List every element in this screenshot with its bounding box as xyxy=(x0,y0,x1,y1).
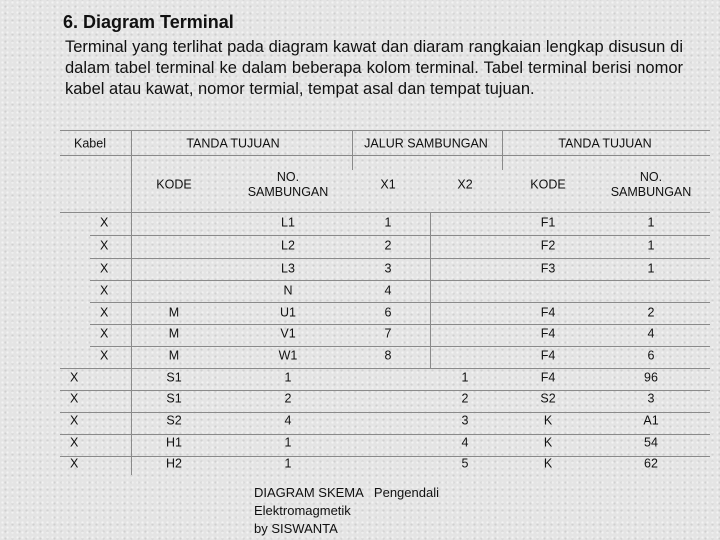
cell-kode-r: K xyxy=(543,435,553,450)
grid-hline xyxy=(60,390,710,391)
cell-x2: 3 xyxy=(461,413,469,428)
cell-kode-l: S2 xyxy=(166,413,182,428)
cell-x1: 6 xyxy=(384,305,392,320)
cell-kabel: X xyxy=(100,326,109,341)
cell-kabel: X xyxy=(70,435,79,450)
cell-no-l: L3 xyxy=(281,261,295,276)
grid-hline xyxy=(90,346,710,347)
cell-kode-r: F2 xyxy=(540,238,556,253)
cell-no-l: U1 xyxy=(280,305,296,320)
terminal-table xyxy=(60,130,710,475)
cell-no-l: 1 xyxy=(284,456,292,471)
cell-kabel: X xyxy=(100,261,109,276)
cell-no-r: 1 xyxy=(647,261,655,276)
cell-no-l: 4 xyxy=(284,413,292,428)
cell-kode-r: K xyxy=(543,456,553,471)
cell-x1: 7 xyxy=(384,326,392,341)
grid-hline xyxy=(60,456,710,457)
cell-no-r: 6 xyxy=(647,348,655,363)
cell-no-l: W1 xyxy=(278,348,298,363)
slide-paragraph: Terminal yang terlihat pada diagram kawat dan diaram rangkaian lengkap disusun di dalam tabel terminal ke dalam beberapa kolom terminal. Tabel terminal berisi nomor kabel atau kawat, nomor termial, tempat asal dan tempat tujuan. xyxy=(65,38,683,98)
cell-no-l: N xyxy=(283,283,293,298)
cell-no-l: V1 xyxy=(280,326,296,341)
cell-kabel: X xyxy=(70,456,79,471)
header-kode-right: KODE xyxy=(530,177,566,192)
header-kode-left: KODE xyxy=(156,177,192,192)
cell-x1: 3 xyxy=(384,261,392,276)
cell-kode-r: F4 xyxy=(540,348,556,363)
grid-hline xyxy=(90,258,710,259)
cell-no-r: 1 xyxy=(647,238,655,253)
cell-kode-l: S1 xyxy=(166,391,182,406)
grid-hline xyxy=(90,302,710,303)
slide-caption: DIAGRAM SKEMA Pengendali Elektromagmetik by SISWANTA xyxy=(254,485,439,536)
cell-kode-l: M xyxy=(168,348,180,363)
header-kabel: Kabel xyxy=(74,136,106,151)
cell-no-r: 1 xyxy=(647,215,655,230)
cell-kode-l: M xyxy=(168,305,180,320)
cell-x1: 1 xyxy=(384,215,392,230)
cell-kabel: X xyxy=(100,348,109,363)
header-x2: X2 xyxy=(457,177,473,192)
cell-kode-r: S2 xyxy=(540,391,556,406)
grid-vline xyxy=(502,130,503,170)
grid-vline xyxy=(352,130,353,170)
cell-kabel: X xyxy=(70,391,79,406)
cell-no-l: L1 xyxy=(281,215,295,230)
cell-no-r: 62 xyxy=(644,456,658,471)
cell-no-r: 54 xyxy=(644,435,658,450)
cell-x2: 2 xyxy=(461,391,469,406)
header-x1: X1 xyxy=(380,177,396,192)
cell-kode-r: F3 xyxy=(540,261,556,276)
header-no-sambungan-left: NO. SAMBUNGAN xyxy=(247,170,329,199)
cell-kode-r: F1 xyxy=(540,215,556,230)
cell-kode-r: F4 xyxy=(540,305,556,320)
cell-kabel: X xyxy=(70,413,79,428)
cell-x2: 5 xyxy=(461,456,469,471)
grid-hline xyxy=(90,280,710,281)
cell-no-r: 96 xyxy=(644,370,658,385)
cell-no-l: 1 xyxy=(284,370,292,385)
grid-hline xyxy=(90,235,710,236)
cell-no-r: 3 xyxy=(647,391,655,406)
cell-x1: 2 xyxy=(384,238,392,253)
cell-kode-l: H1 xyxy=(166,435,182,450)
cell-kode-l: S1 xyxy=(166,370,182,385)
cell-x2: 4 xyxy=(461,435,469,450)
cell-no-r: 4 xyxy=(647,326,655,341)
cell-kode-r: K xyxy=(543,413,553,428)
slide-title: 6. Diagram Terminal xyxy=(63,12,234,32)
header-jalur-sambungan: JALUR SAMBUNGAN xyxy=(364,136,488,151)
cell-no-r: A1 xyxy=(643,413,659,428)
cell-kode-l: M xyxy=(168,326,180,341)
header-no-sambungan-right: NO. SAMBUNGAN xyxy=(610,170,692,199)
header-tanda-tujuan-left: TANDA TUJUAN xyxy=(186,136,280,151)
cell-x2: 1 xyxy=(461,370,469,385)
cell-kode-r: F4 xyxy=(540,326,556,341)
grid-hline xyxy=(60,412,710,413)
grid-hline xyxy=(60,434,710,435)
cell-kabel: X xyxy=(100,305,109,320)
cell-no-l: L2 xyxy=(281,238,295,253)
grid-hline xyxy=(60,212,710,213)
cell-kabel: X xyxy=(100,215,109,230)
grid-hline xyxy=(60,155,710,156)
header-tanda-tujuan-right: TANDA TUJUAN xyxy=(558,136,652,151)
cell-no-r: 2 xyxy=(647,305,655,320)
cell-no-l: 1 xyxy=(284,435,292,450)
grid-hline xyxy=(60,368,710,369)
cell-kabel: X xyxy=(100,283,109,298)
cell-no-l: 2 xyxy=(284,391,292,406)
cell-kode-r: F4 xyxy=(540,370,556,385)
cell-x1: 4 xyxy=(384,283,392,298)
cell-kode-l: H2 xyxy=(166,456,182,471)
grid-hline xyxy=(90,324,710,325)
grid-hline xyxy=(60,130,710,131)
cell-kabel: X xyxy=(100,238,109,253)
cell-kabel: X xyxy=(70,370,79,385)
cell-x1: 8 xyxy=(384,348,392,363)
